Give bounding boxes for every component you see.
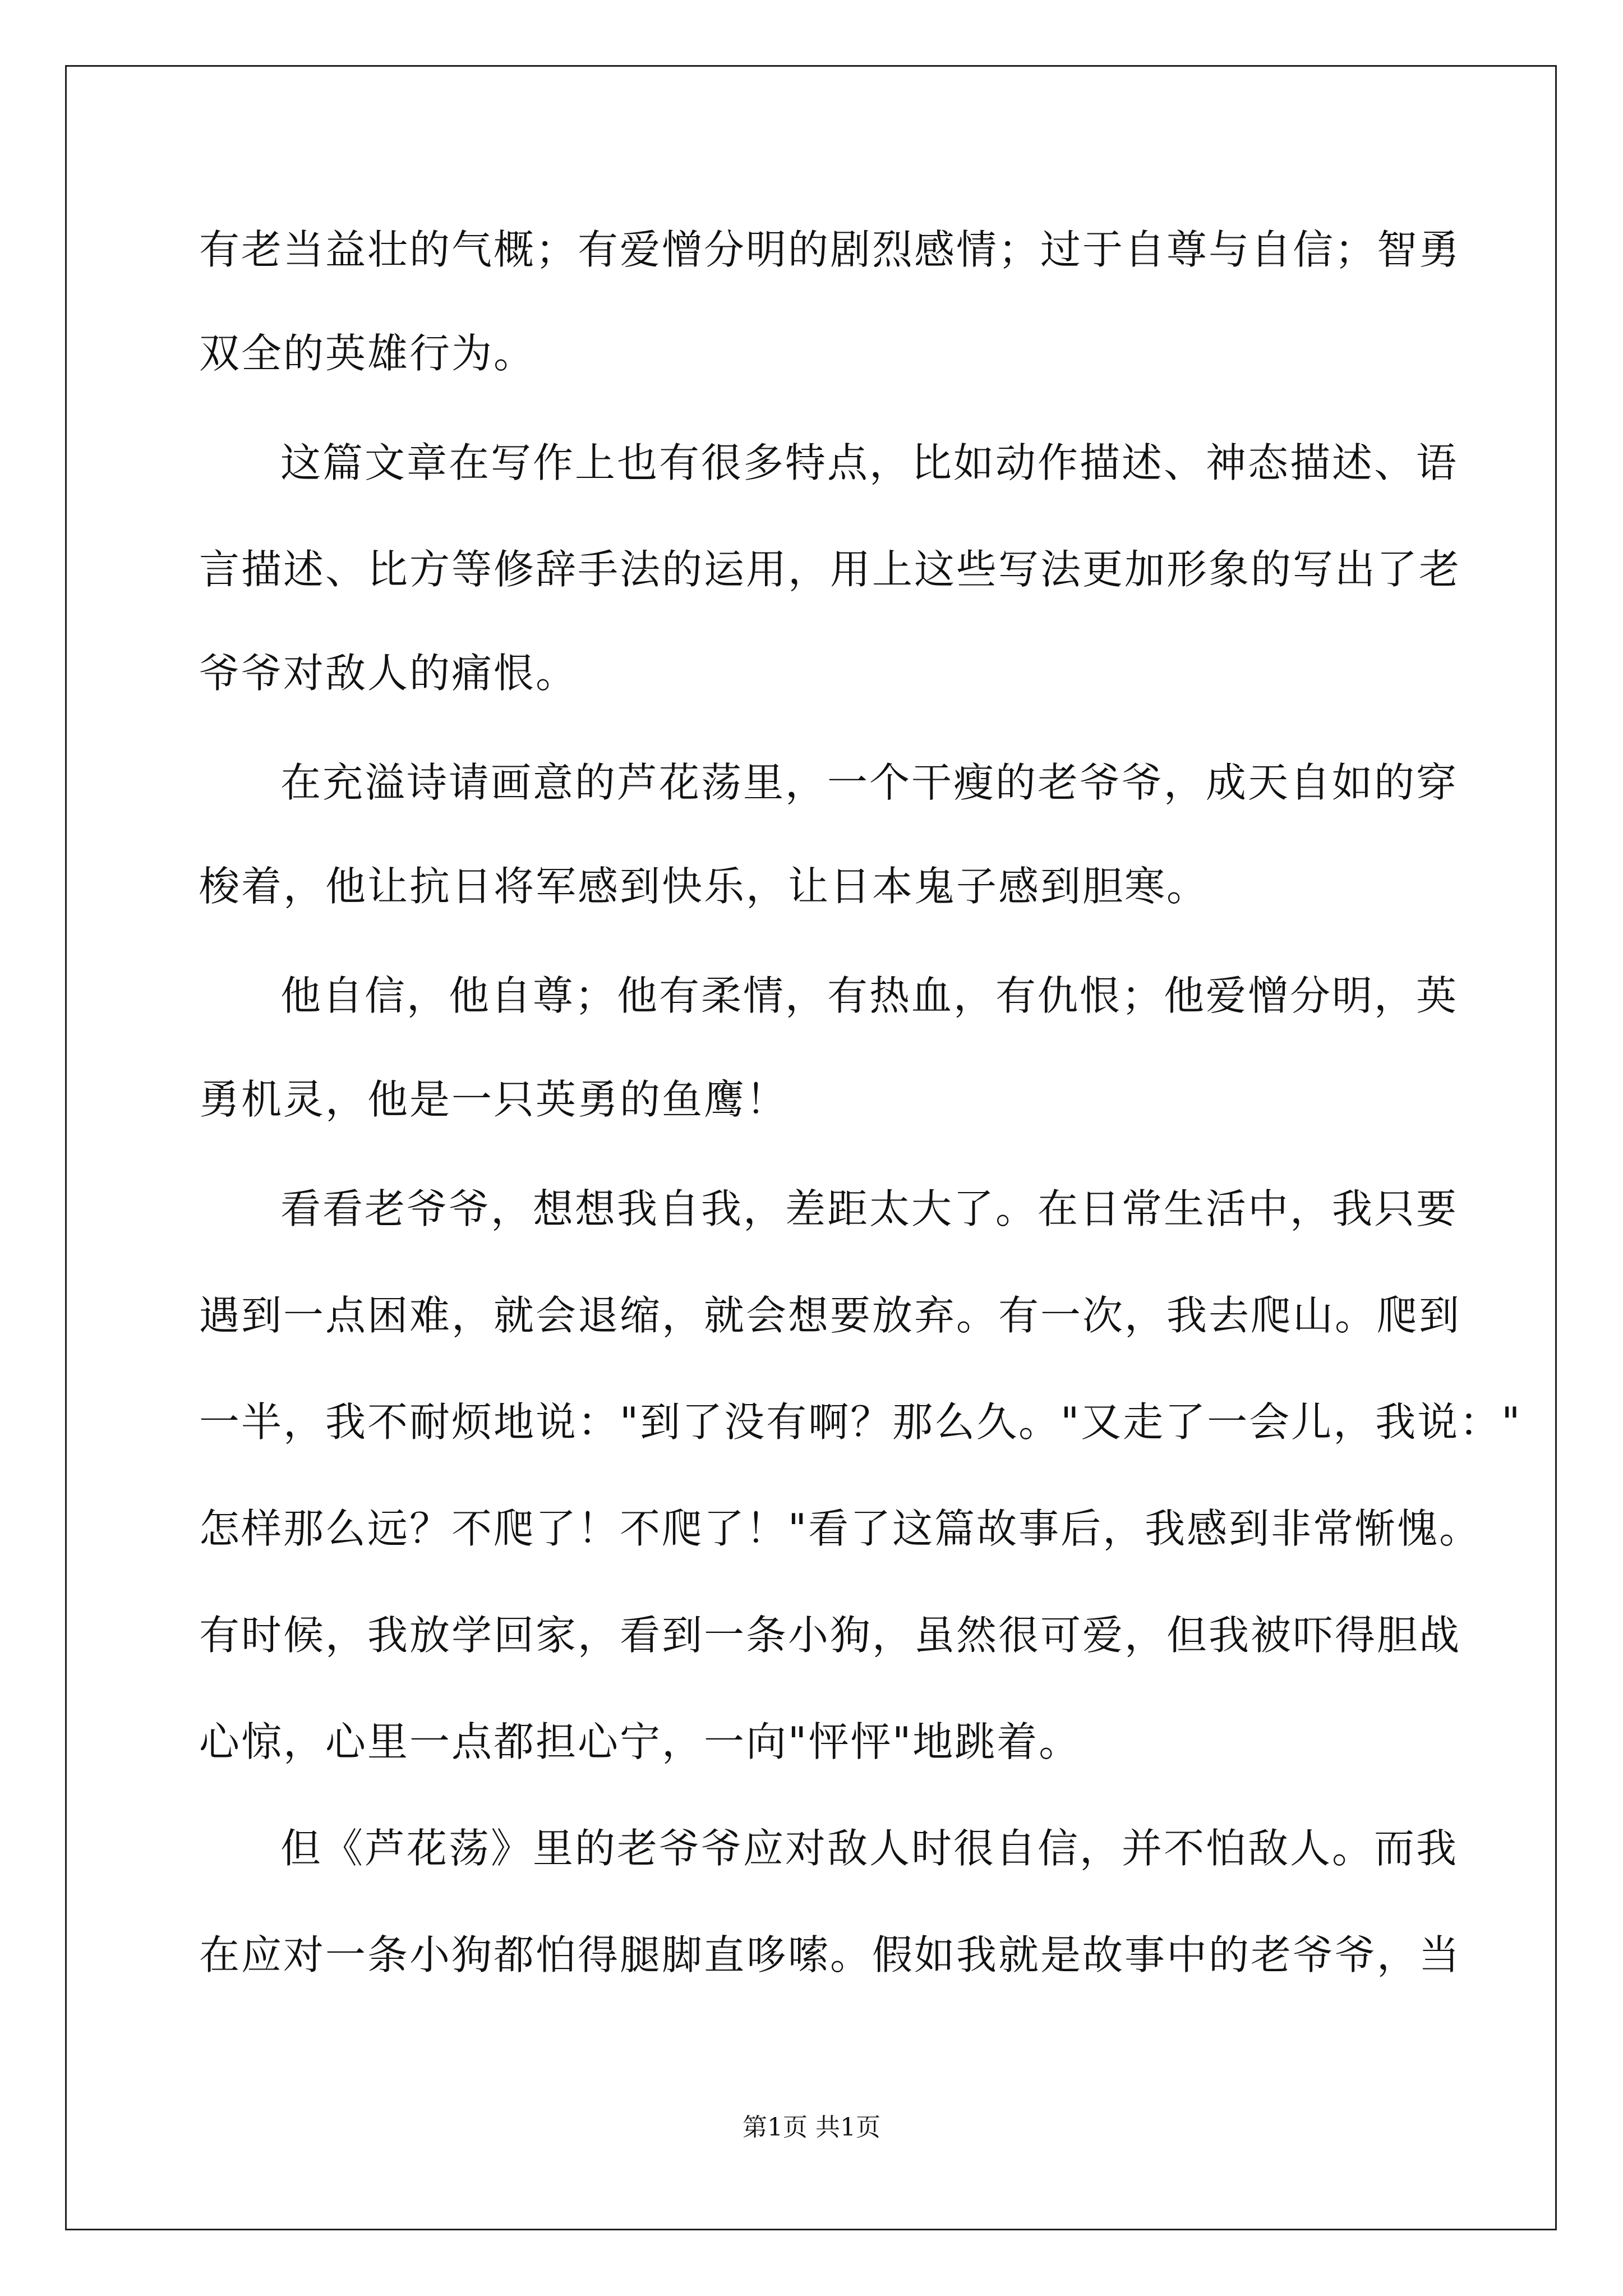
text-line: 在充溢诗请画意的芦花荡里，一个干瘦的老爷爷，成天自如的穿	[280, 759, 1459, 806]
text-line: 怎样那么远？不爬了！不爬了！"看了这篇故事后，我感到非常惭愧。	[199, 1505, 1482, 1552]
text-line: 双全的英雄行为。	[199, 330, 536, 377]
text-line: 爷爷对敌人的痛恨。	[199, 650, 578, 697]
text-line: 这篇文章在写作上也有很多特点，比如动作描述、神态描述、语	[280, 439, 1459, 486]
page-number: 第1页 共1页	[743, 2113, 880, 2142]
text-line: 梭着，他让抗日将军感到快乐，让日本鬼子感到胆寒。	[199, 863, 1209, 910]
text-line: 遇到一点困难，就会退缩，就会想要放弃。有一次，我去爬山。爬到	[199, 1292, 1461, 1339]
text-line: 勇机灵，他是一只英勇的鱼鹰！	[199, 1076, 789, 1123]
text-line: 看看老爷爷，想想我自我，差距太大了。在日常生活中，我只要	[280, 1185, 1459, 1232]
text-line: 一半，我不耐烦地说："到了没有啊？那么久。"又走了一会儿，我说："	[199, 1398, 1522, 1446]
text-line: 他自信，他自尊；他有柔情，有热血，有仇恨；他爱憎分明，英	[280, 972, 1459, 1019]
text-line: 但《芦花荡》里的老爷爷应对敌人时很自信，并不怕敌人。而我	[280, 1825, 1459, 1872]
text-line: 心惊，心里一点都担心宁，一向"怦怦"地跳着。	[199, 1718, 1081, 1765]
text-line: 有时候，我放学回家，看到一条小狗，虽然很可爱，但我被吓得胆战	[199, 1612, 1461, 1659]
text-line: 言描述、比方等修辞手法的运用，用上这些写法更加形象的写出了老	[199, 546, 1461, 593]
text-line: 在应对一条小狗都怕得腿脚直哆嗦。假如我就是故事中的老爷爷，当	[199, 1931, 1461, 1978]
text-line: 有老当益壮的气概；有爱憎分明的剧烈感情；过于自尊与自信；智勇	[199, 226, 1461, 273]
